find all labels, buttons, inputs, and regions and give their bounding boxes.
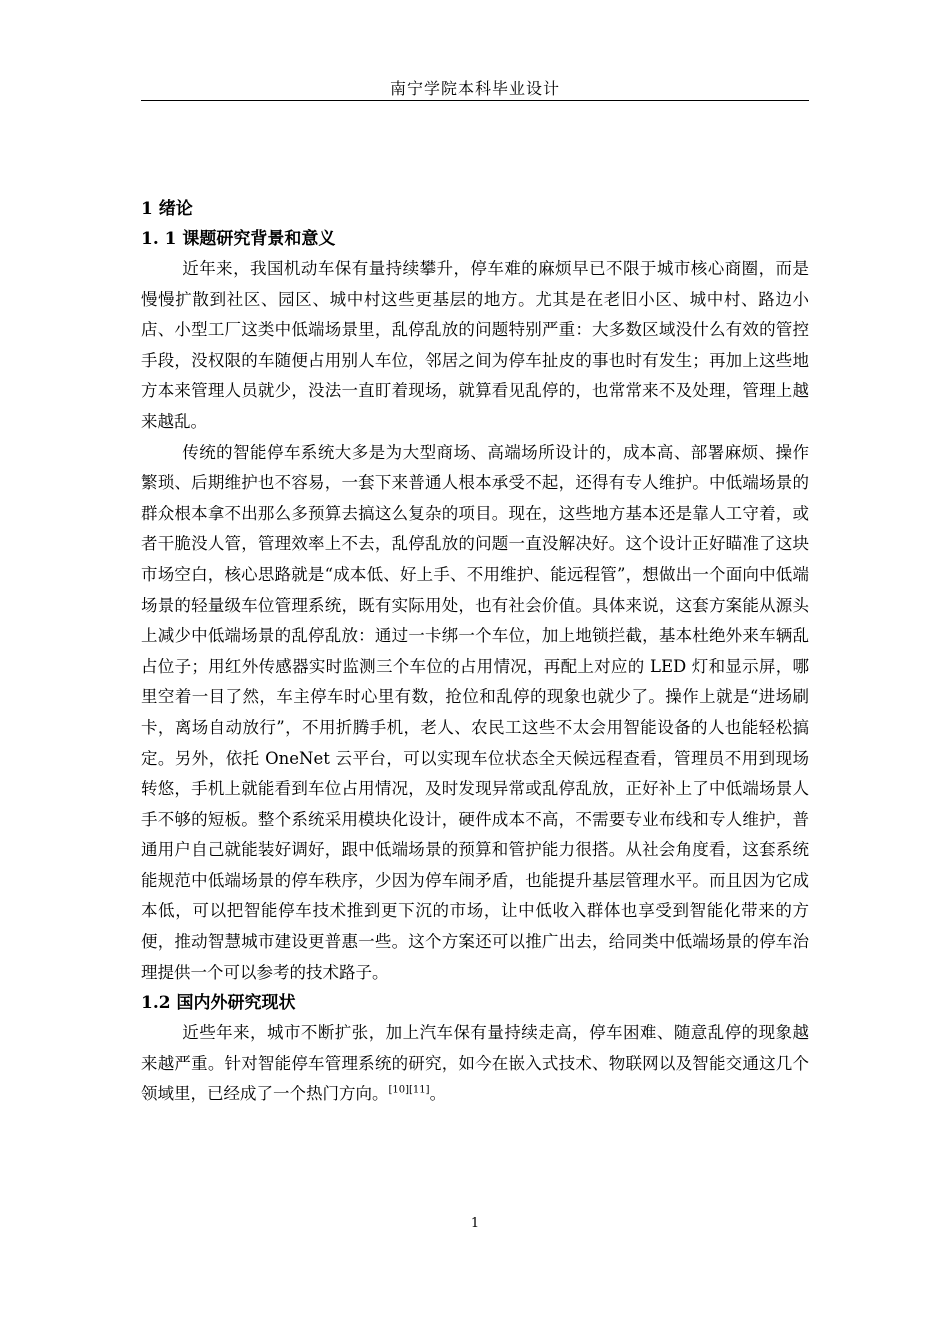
citation-reference: [10][11] xyxy=(388,1084,430,1096)
paragraph: 传统的智能停车系统大多是为大型商场、高端场所设计的，成本高、部署麻烦、操作繁琐、后期维护也不容易，一套下来普通人根本承受不起，还得有专人维护。中低端场景的群众根本拿不出那么多预算去搞这么复杂的项目。现在，这些地方基本还是靠人工守着，或者干脆没人管，管理效率上不去，乱停乱放的问题一直没解决好。这个设计正好瞄准了这块市场空白，核心思路就是“成本低、好上手、不用维护、能远程管”，想做出一个面向中低端场景的轻量级车位管理系统，既有实际用处，也有社会价值。具体来说，这套方案能从源头上减少中低端场景的乱停乱放：通过一卡绑一个车位，加上地锁拦截，基本杜绝外来车辆乱占位子；用红外传感器实时监测三个车位的占用情况，再配上对应的 LED 灯和显示屏，哪里空着一目了然，车主停车时心里有数，抢位和乱停的现象也就少了。操作上就是“进场刷卡，离场自动放行”，不用折腾手机，老人、农民工这些不太会用智能设备的人也能轻松搞定。另外，依托 OneNet 云平台，可以实现车位状态全天候远程查看，管理员不用到现场转悠，手机上就能看到车位占用情况，及时发现异常或乱停乱放，正好补上了中低端场景人手不够的短板。整个系统采用模块化设计，硬件成本不高，不需要专业布线和专人维护，普通用户自己就能装好调好，跟中低端场景的预算和管护能力很搭。从社会角度看，这套系统能规范中低端场景的停车秩序，少因为停车闹矛盾，也能提升基层管理水平。而且因为它成本低，可以把智能停车技术推到更下沉的市场，让中低收入群体也享受到智能化带来的方便，推动智慧城市建设更普惠一些。这个方案还可以推广出去，给同类中低端场景的停车治理提供一个可以参考的技术路子。 xyxy=(141,442,809,982)
page-number: 1 xyxy=(470,1216,480,1231)
page-header-title: 南宁学院本科毕业设计 xyxy=(389,79,560,98)
paragraph-tail: 。 xyxy=(429,1084,447,1104)
paragraph-text: 近些年来，城市不断扩张，加上汽车保有量持续走高，停车困难、随意乱停的现象越来越严重。针对智能停车管理系统的研究，如今在嵌入式技术、物联网以及智能交通这几个领域里，已经成了一个热门方向。 xyxy=(141,1023,809,1104)
section-heading-1-2: 1.2 国内外研究现状 xyxy=(141,993,296,1014)
paragraph xyxy=(141,1018,809,1110)
paragraph: 近年来，我国机动车保有量持续攀升，停车难的麻烦早已不限于城市核心商圈，而是慢慢扩散到社区、园区、城中村这些更基层的地方。尤其是在老旧小区、城中村、路边小店、小型工厂这类中低端场景里，乱停乱放的问题特别严重：大多数区域没什么有效的管控手段，没权限的车随便占用别人车位，邻居之间为停车扯皮的事也时有发生；再加上这些地方本来管理人员就少，没法一直盯着现场，就算看见乱停的，也常常来不及处理，管理上越来越乱。 xyxy=(141,259,809,431)
section-heading-1-1: 1. 1 课题研究背景和意义 xyxy=(141,229,336,249)
chapter-heading: 1 绪论 xyxy=(141,199,193,219)
header-rule xyxy=(141,100,809,101)
page-body xyxy=(141,194,809,1110)
